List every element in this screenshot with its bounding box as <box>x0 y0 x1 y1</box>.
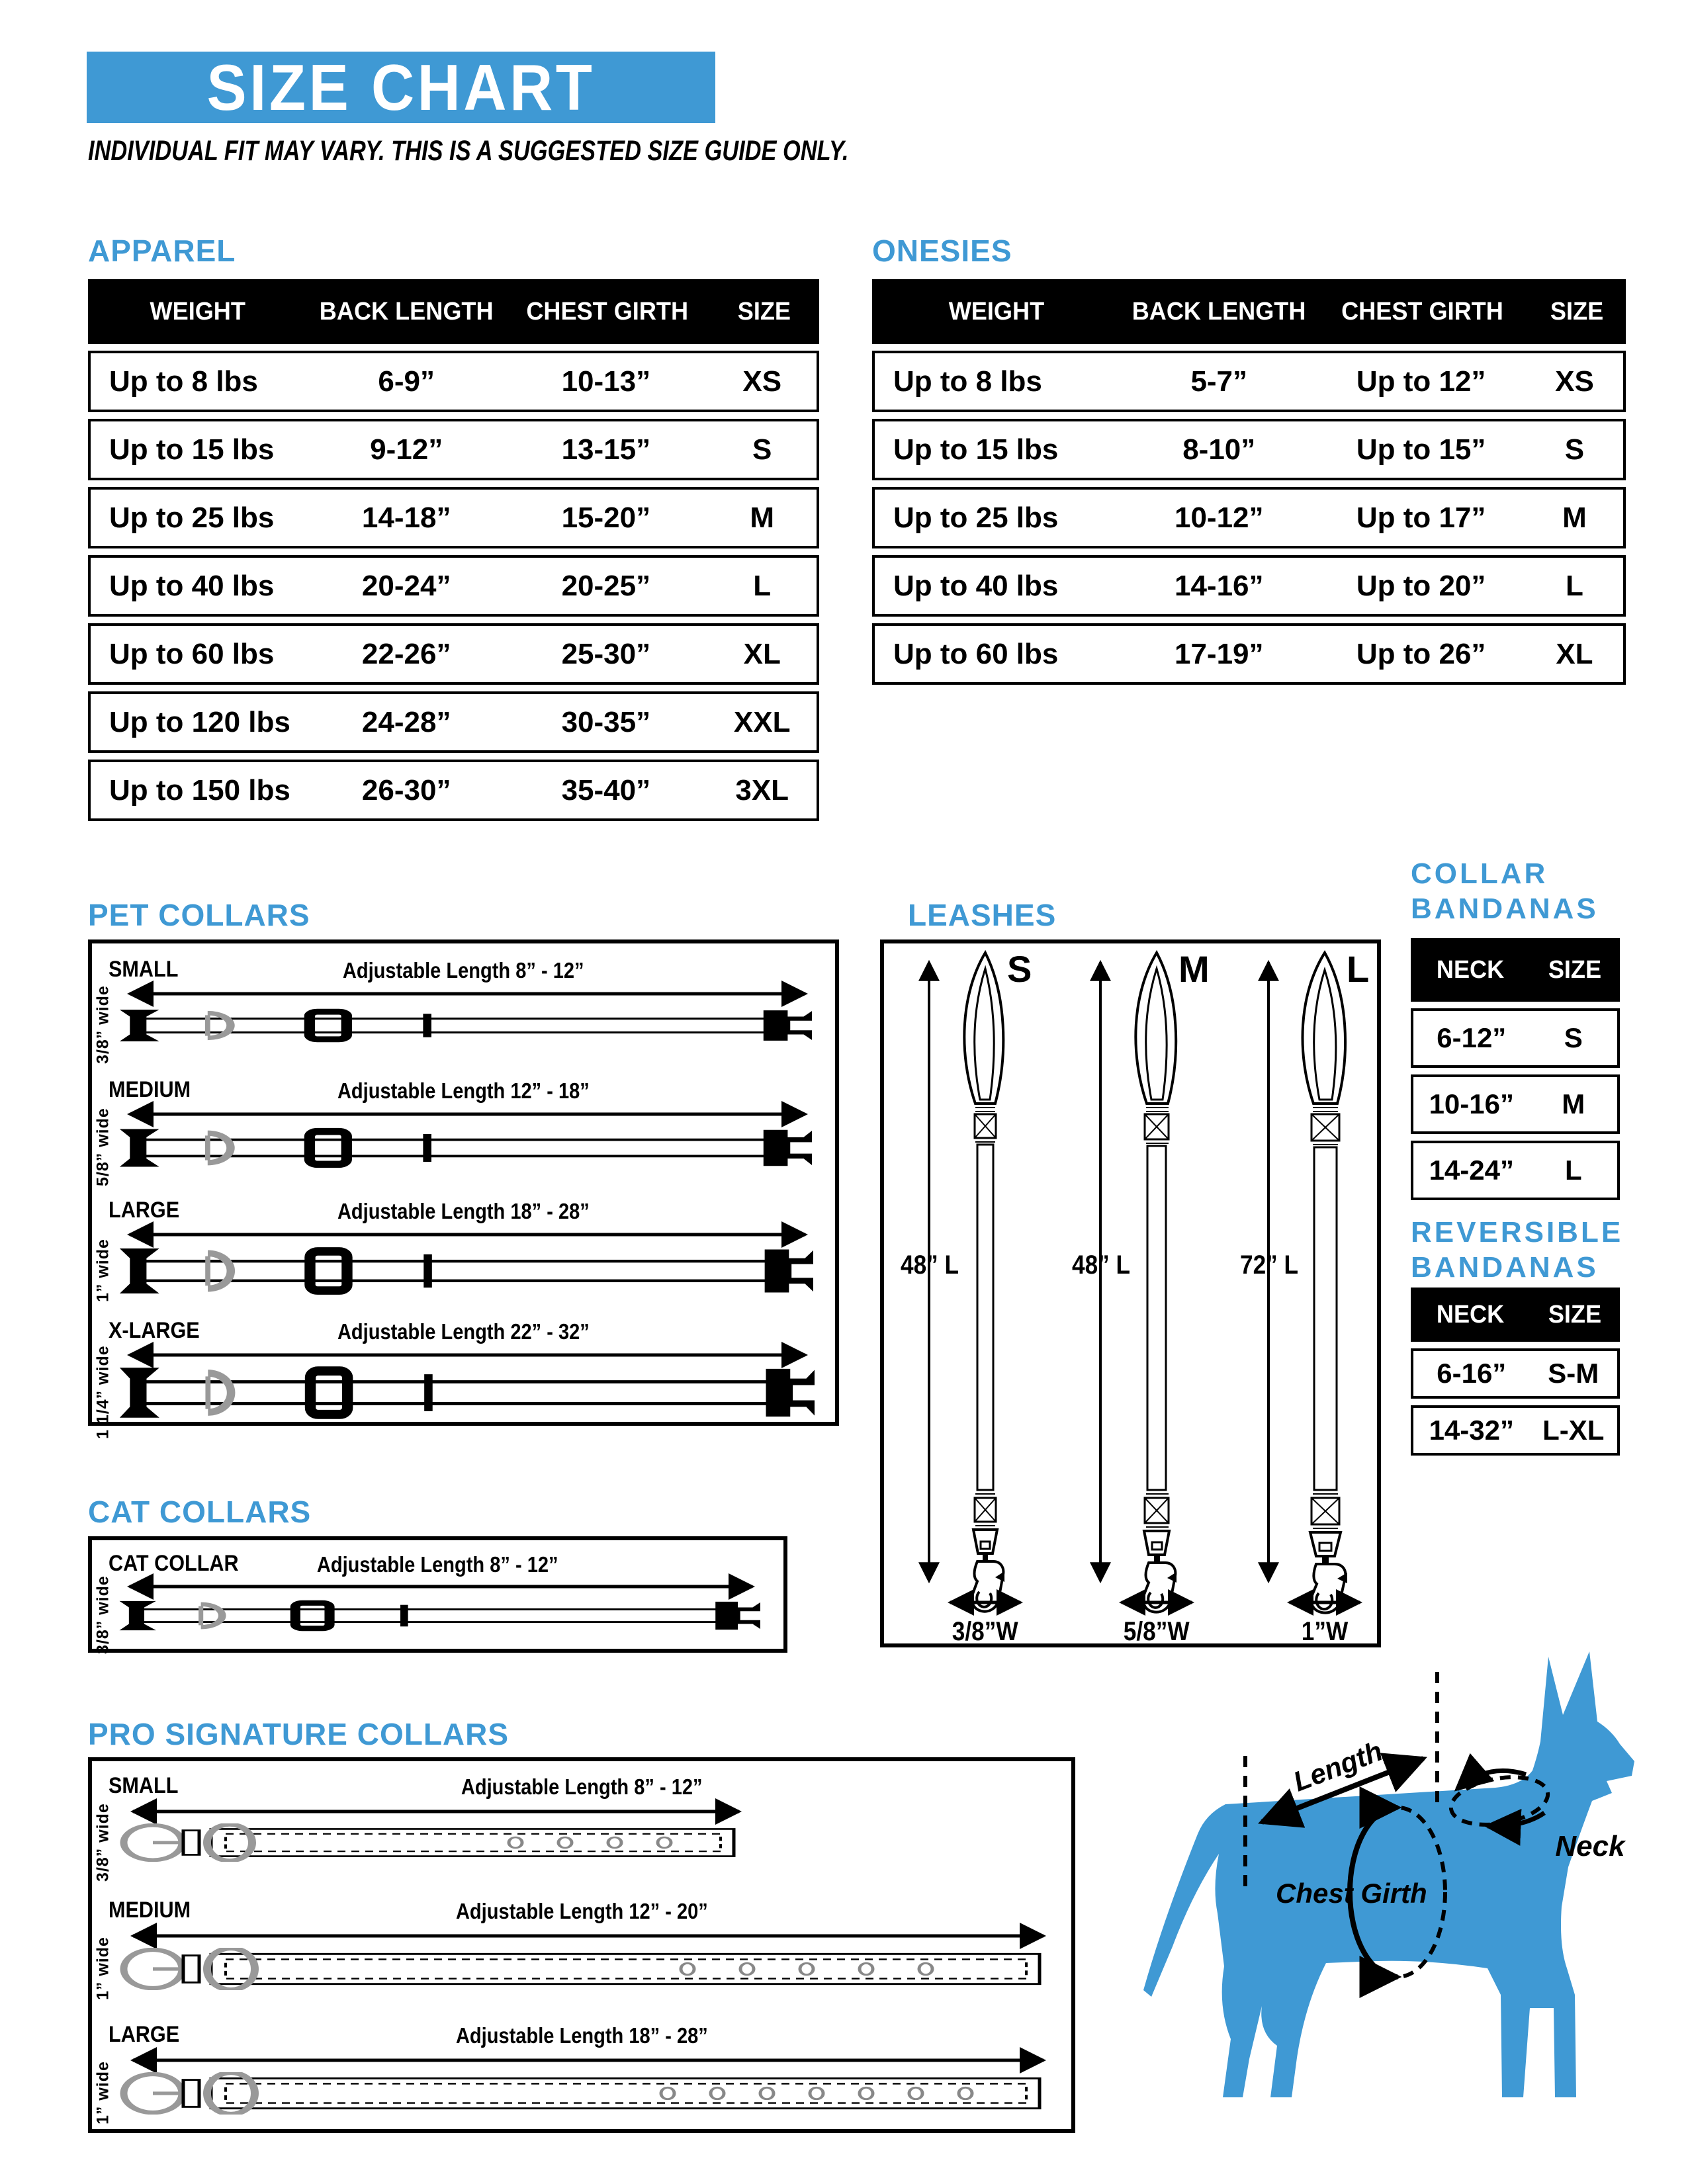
cell-back-length: 14-18” <box>361 501 451 534</box>
table-header-row <box>1411 938 1620 1002</box>
column-header: BACK LENGTH <box>319 297 494 326</box>
collar-size-label: LARGE <box>109 1198 180 1223</box>
heading-line: REVERSIBLE <box>1411 1216 1624 1248</box>
cell-size: XXL <box>733 705 791 738</box>
table-row <box>88 419 819 480</box>
table-row <box>872 555 1626 617</box>
cat-collar <box>92 1548 783 1654</box>
table-row <box>88 351 819 412</box>
table-header-row <box>872 279 1626 344</box>
table-row <box>88 555 819 617</box>
cell-chest-girth: 13-15” <box>561 433 651 466</box>
table-row <box>1411 1141 1620 1200</box>
table-row <box>872 623 1626 685</box>
page-subtitle: INDIVIDUAL FIT MAY VARY. THIS IS A SUGGESTED SIZE GUIDE ONLY. <box>88 135 849 167</box>
reversible-bandanas-heading <box>1411 1215 1623 1285</box>
table-row <box>88 623 819 685</box>
collar-length-label: Adjustable Length 12” - 18” <box>337 1078 590 1103</box>
cell-size: M <box>1562 1088 1585 1119</box>
pro-collar-small <box>92 1770 1071 1894</box>
cell-size: L-XL <box>1542 1415 1605 1446</box>
leash-length-label: 48” L <box>900 1250 959 1280</box>
table-row <box>872 351 1626 412</box>
collar-illustration <box>117 1127 812 1168</box>
cat-collars-box <box>88 1536 787 1653</box>
table-row <box>1411 1008 1620 1068</box>
cell-back-length: 14-16” <box>1174 569 1264 602</box>
cell-size: XS <box>742 365 782 398</box>
apparel-table <box>88 279 819 821</box>
cell-weight: Up to 8 lbs <box>893 365 1042 398</box>
reversible-bandanas-table <box>1411 1288 1620 1456</box>
table-row <box>88 691 819 753</box>
collar-width-label: 1” wide <box>93 1239 112 1302</box>
cell-size: M <box>750 501 775 534</box>
heading-line: BANDANAS <box>1411 893 1599 925</box>
collar-length-label: Adjustable Length 22” - 32” <box>337 1319 590 1344</box>
collar-width-label: 3/8” wide <box>93 1803 112 1882</box>
cell-back-length: 26-30” <box>361 773 451 807</box>
cell-neck: 6-16” <box>1437 1358 1507 1389</box>
belt-collar-illustration <box>118 1948 1053 1990</box>
cell-back-length: 20-24” <box>361 569 451 602</box>
pet-collar-large <box>92 1195 835 1315</box>
column-header: WEIGHT <box>948 297 1045 326</box>
cell-chest-girth: 30-35” <box>561 705 651 738</box>
collar-width-label: 1” wide <box>93 2061 112 2124</box>
cell-size: S-M <box>1548 1358 1599 1389</box>
collar-length-label: Adjustable Length 8” - 12” <box>317 1552 558 1577</box>
column-header: NECK <box>1436 1300 1505 1329</box>
column-header: CHEST GIRTH <box>1341 297 1503 326</box>
cell-chest-girth: Up to 15” <box>1356 433 1486 466</box>
pet-collars-heading: PET COLLARS <box>88 898 310 932</box>
collar-bandanas-table <box>1411 938 1620 1200</box>
collar-width-label: 5/8” wide <box>93 1108 112 1187</box>
cell-back-length: 10-12” <box>1174 501 1264 534</box>
pro-collars-heading: PRO SIGNATURE COLLARS <box>88 1717 510 1751</box>
leash-size-label: L <box>1347 948 1370 990</box>
length-label: Length <box>1289 1735 1387 1798</box>
cell-size: S <box>752 433 772 466</box>
cell-weight: Up to 60 lbs <box>109 637 275 670</box>
cell-weight: Up to 15 lbs <box>109 433 275 466</box>
table-row <box>88 760 819 821</box>
onesies-table <box>872 279 1626 685</box>
table-row <box>872 419 1626 480</box>
double-arrow-icon <box>125 2052 1051 2068</box>
collar-width-label: 1” wide <box>93 1937 112 2000</box>
double-arrow-icon <box>122 1106 813 1122</box>
double-arrow-icon <box>125 1804 747 1819</box>
cell-weight: Up to 8 lbs <box>109 365 258 398</box>
pet-collars-box <box>88 939 839 1439</box>
heading-line: BANDANAS <box>1411 1251 1599 1284</box>
cell-back-length: 8-10” <box>1182 433 1256 466</box>
cat-collars-heading: CAT COLLARS <box>88 1495 312 1529</box>
collar-illustration <box>117 1366 815 1420</box>
collar-size-label: MEDIUM <box>109 1077 191 1102</box>
column-header: SIZE <box>737 297 791 326</box>
collar-length-label: Adjustable Length 12” - 20” <box>455 1899 708 1923</box>
table-header-row <box>1411 1288 1620 1342</box>
cell-chest-girth: 10-13” <box>561 365 651 398</box>
cell-size: L <box>1566 569 1583 602</box>
page-title: SIZE CHART <box>206 50 596 124</box>
cell-neck: 10-16” <box>1429 1088 1514 1119</box>
cell-size: XS <box>1555 365 1594 398</box>
belt-collar-illustration <box>118 1823 747 1862</box>
collar-size-label: SMALL <box>109 1773 179 1798</box>
cell-size: XL <box>1556 637 1593 670</box>
cell-back-length: 24-28” <box>361 705 451 738</box>
cell-weight: Up to 15 lbs <box>893 433 1059 466</box>
collar-width-label: 3/8” wide <box>93 1575 112 1655</box>
cell-chest-girth: 20-25” <box>561 569 651 602</box>
cell-chest-girth: 15-20” <box>561 501 651 534</box>
collar-illustration <box>117 1246 813 1295</box>
leash-large <box>1239 947 1394 1647</box>
column-header: SIZE <box>1550 297 1604 326</box>
cell-back-length: 22-26” <box>361 637 451 670</box>
pro-collar-medium <box>92 1895 1071 2018</box>
leash-size-label: M <box>1178 948 1210 990</box>
column-header: SIZE <box>1548 1300 1602 1329</box>
collar-bandanas-heading <box>1411 856 1599 926</box>
heading-line: COLLAR <box>1411 857 1548 890</box>
collar-size-label: MEDIUM <box>109 1898 191 1923</box>
apparel-heading: APPAREL <box>88 234 236 268</box>
cell-back-length: 6-9” <box>378 365 435 398</box>
collar-length-label: Adjustable Length 8” - 12” <box>343 958 584 983</box>
table-row <box>1411 1074 1620 1134</box>
dog-measurement-diagram <box>1125 1634 1688 2184</box>
collar-size-label: SMALL <box>109 957 179 982</box>
cell-back-length: 17-19” <box>1174 637 1264 670</box>
table-header-row <box>88 279 819 344</box>
leash-width-label: 5/8”W <box>1124 1617 1190 1646</box>
cell-weight: Up to 25 lbs <box>893 501 1059 534</box>
belt-collar-illustration <box>118 2072 1053 2115</box>
collar-width-label: 3/8” wide <box>93 985 112 1065</box>
leash-size-label: S <box>1007 948 1032 990</box>
cell-back-length: 9-12” <box>370 433 443 466</box>
column-header: WEIGHT <box>150 297 245 326</box>
leash-width-label: 3/8”W <box>952 1617 1018 1646</box>
cell-weight: Up to 60 lbs <box>893 637 1059 670</box>
column-header: BACK LENGTH <box>1132 297 1306 326</box>
pro-collar-large <box>92 2019 1071 2142</box>
pet-collar-xlarge <box>92 1315 835 1439</box>
cell-size: 3XL <box>735 773 789 807</box>
leashes-heading: LEASHES <box>908 898 1057 932</box>
cell-chest-girth: 35-40” <box>561 773 651 807</box>
double-arrow-icon <box>122 1227 813 1243</box>
leash-length-label: 72” L <box>1239 1250 1299 1280</box>
cell-size: L <box>753 569 772 602</box>
collar-width-label: 1 1/4” wide <box>93 1345 112 1439</box>
leashes-box <box>880 939 1381 1647</box>
cell-chest-girth: 25-30” <box>561 637 651 670</box>
leash-small <box>900 947 1055 1647</box>
pro-collars-box <box>88 1757 1075 2133</box>
collar-length-label: Adjustable Length 18” - 28” <box>455 2023 708 2048</box>
double-arrow-icon <box>122 986 813 1002</box>
column-header: CHEST GIRTH <box>526 297 688 326</box>
table-row <box>1411 1348 1620 1399</box>
cell-back-length: 5-7” <box>1190 365 1248 398</box>
cell-weight: Up to 150 lbs <box>109 773 290 807</box>
cell-chest-girth: Up to 17” <box>1356 501 1486 534</box>
cell-neck: 14-24” <box>1429 1155 1514 1186</box>
cell-size: S <box>1564 1022 1583 1053</box>
pet-collar-small <box>92 954 835 1074</box>
cell-neck: 6-12” <box>1437 1022 1507 1053</box>
cell-weight: Up to 25 lbs <box>109 501 275 534</box>
collar-size-label: CAT COLLAR <box>109 1551 239 1576</box>
cell-weight: Up to 40 lbs <box>109 569 275 602</box>
column-header: SIZE <box>1548 955 1602 984</box>
cell-chest-girth: Up to 12” <box>1356 365 1486 398</box>
chest-girth-label: Chest Girth <box>1276 1878 1427 1909</box>
collar-length-label: Adjustable Length 8” - 12” <box>461 1774 703 1799</box>
double-arrow-icon <box>122 1579 760 1594</box>
collar-illustration <box>117 1600 760 1632</box>
table-row <box>88 487 819 548</box>
leash-width-label: 1”W <box>1301 1617 1349 1646</box>
double-arrow-icon <box>125 1928 1051 1944</box>
pet-collar-medium <box>92 1074 835 1195</box>
cell-size: S <box>1564 433 1585 466</box>
leash-length-label: 48” L <box>1071 1250 1131 1280</box>
onesies-heading: ONESIES <box>872 234 1012 268</box>
cell-chest-girth: Up to 26” <box>1356 637 1486 670</box>
leash-medium <box>1071 947 1226 1647</box>
table-row <box>1411 1405 1620 1456</box>
table-row <box>872 487 1626 548</box>
collar-illustration <box>117 1008 812 1043</box>
neck-label: Neck <box>1555 1830 1625 1862</box>
title-banner <box>87 52 715 123</box>
collar-length-label: Adjustable Length 18” - 28” <box>337 1199 590 1223</box>
collar-size-label: X-LARGE <box>109 1318 200 1343</box>
cell-weight: Up to 120 lbs <box>109 705 290 738</box>
cell-size: L <box>1564 1155 1582 1186</box>
cell-neck: 14-32” <box>1429 1415 1514 1446</box>
double-arrow-icon <box>122 1347 813 1363</box>
cell-chest-girth: Up to 20” <box>1356 569 1486 602</box>
cell-size: XL <box>743 637 781 670</box>
cell-size: M <box>1562 501 1587 534</box>
cell-weight: Up to 40 lbs <box>893 569 1059 602</box>
column-header: NECK <box>1436 955 1505 984</box>
collar-size-label: LARGE <box>109 2022 180 2047</box>
